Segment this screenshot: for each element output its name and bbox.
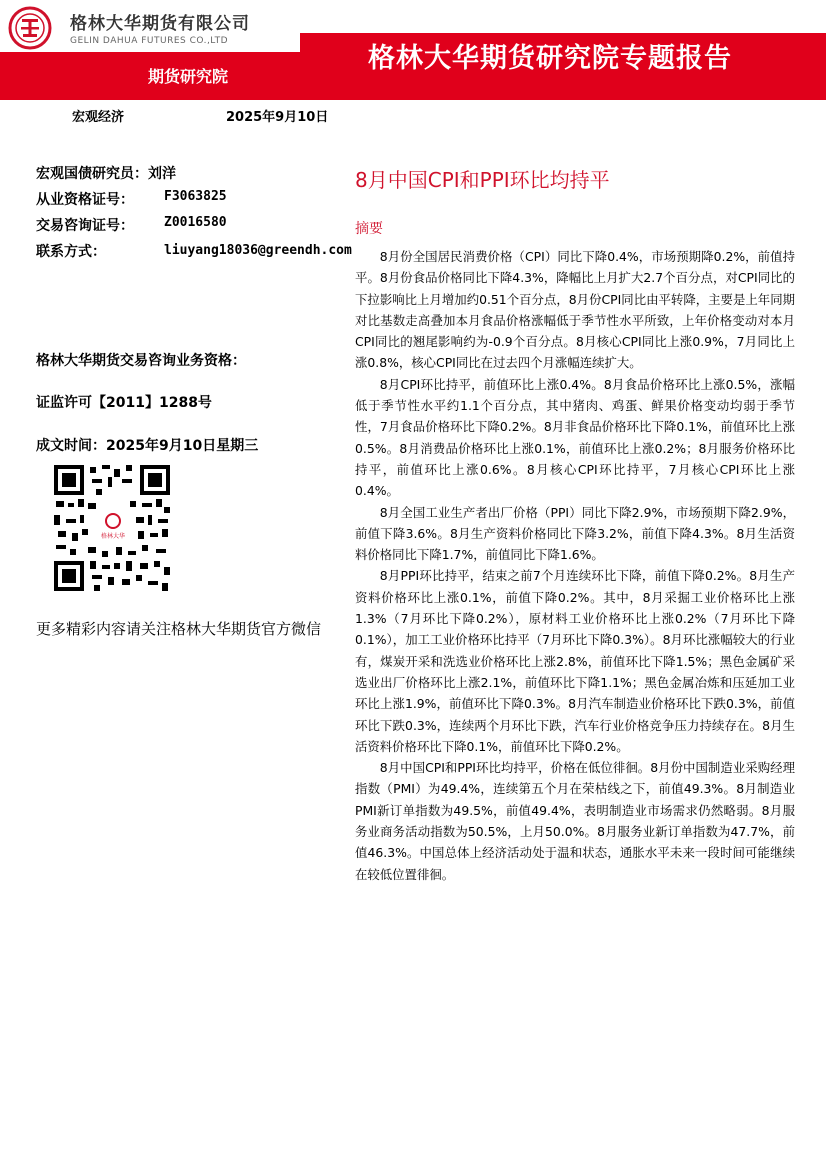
qualification-license: 证监许可【2011】1288号 bbox=[36, 395, 212, 411]
abstract-paragraph: 8月中国CPI和PPI环比均持平，价格在低位徘徊。8月份中国制造业采购经理指数（PMI）为49.4%，连续第五个月在荣枯线之下，前值49.3%。8月制造业PMI新订单指数为49.5%，前值49.4%，表明制造业市场需求仍然略弱。8月服务业商务活动指数为50.5%，上月50.0%。8月服务业新订单指数为47.7%，前值46.3%。中国总体上经济活动处于温和状态，通胀水平未来一段时间可能继续在较低位置徘徊。 bbox=[355, 760, 795, 882]
consult-label: 交易咨询证号： bbox=[36, 218, 134, 234]
company-name-en: GELIN DAHUA FUTURES CO.,LTD bbox=[70, 36, 229, 46]
company-logo-icon bbox=[8, 6, 52, 50]
written-time: 成文时间：2025年9月10日星期三 bbox=[36, 438, 259, 454]
contact-label: 联系方式： bbox=[36, 244, 106, 260]
license-label: 从业资格证号： bbox=[36, 192, 134, 208]
department-name: 期货研究院 bbox=[148, 67, 229, 86]
abstract-paragraph: 8月份全国居民消费价格（CPI）同比下降0.4%，市场预期降0.2%，前值持平。8月份食品价格同比下降4.3%，降幅比上月扩大2.7个百分点，对CPI同比的下拉影响比上月增加约0.51个百分点，8月份CPI同比由平转降，主要是上年同期对比基数走高叠加本月食品价格涨幅低于季节性水平所致，上年价格变动对本月CPI同比的翘尾影响约为-0.9个百分点。8月核心CPI同比上涨0.9%，7月同比上涨0.8%，核心CPI同比在过去四个月涨幅连续扩大。 bbox=[355, 249, 795, 371]
author-info bbox=[36, 163, 352, 267]
consult-number: Z0016580 bbox=[164, 215, 227, 230]
consult-row bbox=[36, 215, 336, 241]
report-series-title: 格林大华期货研究院专题报告 bbox=[368, 43, 732, 74]
abstract-label: 摘要 bbox=[355, 221, 383, 237]
qualification-title: 格林大华期货交易咨询业务资格： bbox=[36, 353, 246, 369]
abstract-paragraph: 8月全国工业生产者出厂价格（PPI）同比下降2.9%，市场预期下降2.9%，前值下降3.6%。8月生产资料价格同比下降3.2%，前值下降4.3%。8月生活资料价格同比下降1.7%，前值同比下降1.6%。 bbox=[355, 504, 795, 563]
article-title: 8月中国CPI和PPI环比均持平 bbox=[355, 168, 610, 192]
report-header bbox=[0, 0, 826, 100]
abstract-body bbox=[355, 246, 795, 885]
abstract-paragraph: 8月CPI环比持平，前值环比上涨0.4%。8月食品价格环比上涨0.5%，涨幅低于季节性水平约1.1个百分点，其中猪肉、鸡蛋、鲜果价格变动均弱于季节性，7月食品价格环比下降0.2%。8月非食品价格环比下降0.1%，前值环比上涨0.5%。8月消费品价格环比上涨0.1%，前值环比上涨0.2%；8月服务价格环比持平，前值环比上涨0.6%。8月核心CPI环比持平，7月核心CPI环比上涨0.4%。 bbox=[355, 376, 795, 499]
researcher-name: 刘洋 bbox=[148, 166, 176, 182]
contact-row bbox=[36, 241, 352, 267]
logo-area bbox=[0, 0, 300, 52]
report-category: 宏观经济 bbox=[72, 110, 125, 125]
company-name-cn: 格林大华期货有限公司 bbox=[70, 14, 250, 34]
contact-email[interactable]: liuyang18036@greendh.com bbox=[164, 243, 352, 258]
abstract-paragraph: 8月PPI环比持平，结束之前7个月连续环比下降，前值下降0.2%。8月生产资料价格环比上涨0.1%，前值下降0.2%。其中，8月采掘工业价格环比上涨1.3%（7月环比下降0.2%），原材料工业价格环比上涨0.2%（7月环比下降0.1%），加工工业价格环比持平（7月环比下降0.3%）。8月环比涨幅较大的行业有，煤炭开采和洗选业价格环比上涨2.8%，前值环比下降1.5%；黑色金属矿采选业出厂价格环比上涨2.1%，前值环比下降1.1%；黑色金属冶炼和压延加工业环比上涨1.9%，前值环比下降0.3%。8月汽车制造业价格环比下跌0.3%，前值环比下跌0.3%，连续两个月环比下跌，汽车行业价格竞争压力持续存在。8月生活资料价格环比下降0.1%，前值环比下降0.2%。 bbox=[355, 568, 795, 754]
qr-center-label: 格林大华 bbox=[100, 533, 126, 540]
researcher-row bbox=[36, 163, 336, 189]
report-date: 2025年9月10日 bbox=[226, 110, 329, 125]
license-number: F3063825 bbox=[164, 189, 227, 204]
license-row bbox=[36, 189, 336, 215]
researcher-label: 宏观国债研究员： bbox=[36, 166, 148, 182]
follow-wechat-text: 更多精彩内容请关注格林大华期货官方微信 bbox=[36, 620, 322, 638]
qr-code-icon bbox=[52, 463, 172, 593]
